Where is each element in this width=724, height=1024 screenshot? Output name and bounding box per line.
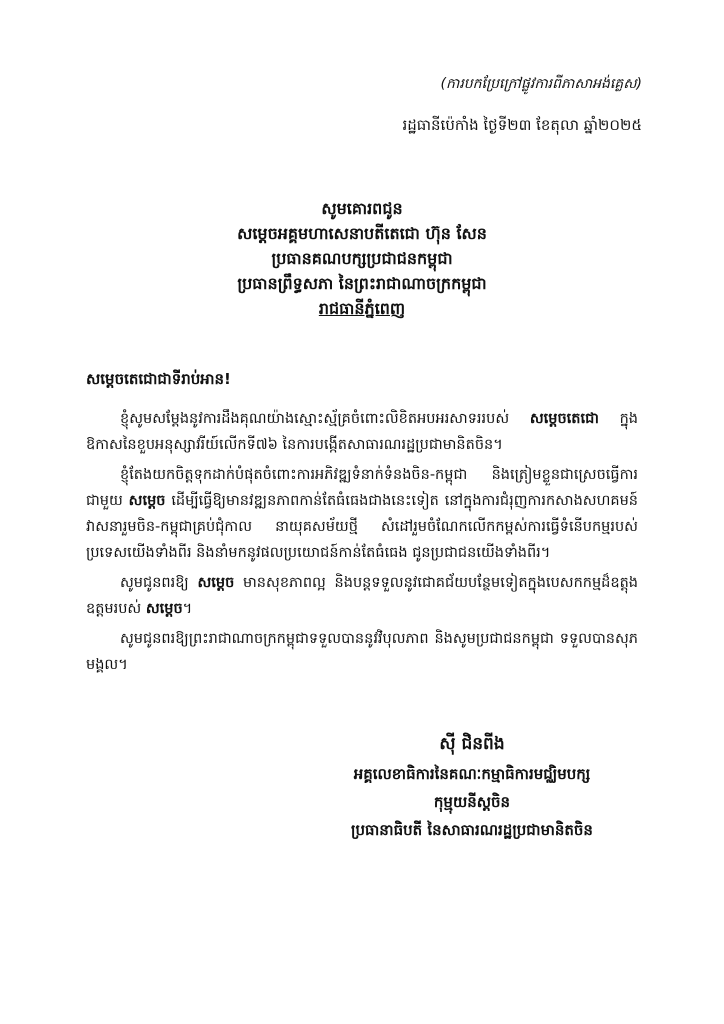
paragraph-3-text-a: សូមជូនពរឱ្យ bbox=[120, 575, 198, 591]
paragraph-3-text-e: ។ bbox=[182, 601, 193, 617]
recipient-line-3: ប្រធានគណបក្សប្រជាជនកម្ពុជា bbox=[271, 249, 453, 268]
paragraph-2 bbox=[86, 462, 638, 566]
translation-note: (ការបកប្រែក្រៅផ្លូវការពីភាសាអង់គ្លេស) bbox=[440, 76, 642, 92]
recipient-line-1: សូមគោរពជូន bbox=[321, 199, 403, 218]
salutation: សម្ដេចតេជោជាទីរាប់អាន! bbox=[86, 370, 231, 388]
letter-body bbox=[86, 406, 638, 682]
recipient-line-4: ប្រធានព្រឹទ្ធសភា នៃព្រះរាជាណាចក្រកម្ពុជា bbox=[237, 274, 487, 293]
recipient-line-2: សម្ដេចអគ្គមហាសេនាបតីតេជោ ហ៊ុន សែន bbox=[237, 224, 487, 243]
paragraph-2-text-a: ខ្ញុំតែងយកចិត្តទុកដាក់បំផុតចំពោះការអភិវឌ្ឍទំនាក់ទំនងចិន-កម្ពុជា និងត្រៀមខ្លួនជាស្រេចធ្វើការជាមួយ bbox=[86, 467, 638, 509]
paragraph-1-text-c: ក្នុងឱកាសនៃខួបអនុស្សាវរីយ៍លើកទី៧៦ នៃការបង្កើតសាធារណរដ្ឋប្រជាមានិតចិន។ bbox=[86, 411, 638, 453]
recipient-line-5: រាជធានីភ្នំពេញ bbox=[318, 299, 406, 318]
paragraph-2-text-c: ដើម្បីធ្វើឱ្យមានវឌ្ឍនភាពកាន់តែធំធេងជាងនេះទៀត នៅក្នុងការជំរុញការកសាងសហគមន៍វាសនារួមចិន-កម្ពុជាគ្រប់ជុំកាល នាយុគសម័យថ្មី សំដៅរួមចំណែកលើកកម្ពស់ការធ្វើទំនើបកម្មរបស់ប្រទេសយើងទាំងពីរ និងនាំមកនូវផលប្រយោជន៍កាន់តែធំធេង ជូនប្រជាជនយើងទាំងពីរ។ bbox=[86, 493, 638, 561]
paragraph-1-text-a: ខ្ញុំសូមសម្ដែងនូវការដឹងគុណយ៉ាងស្មោះស្ម័គ្រចំពោះលិខិតអបអរសាទររបស់ bbox=[120, 411, 530, 427]
paragraph-3-emphasis-1: សម្ដេច bbox=[197, 575, 235, 591]
paragraph-1-emphasis: សម្ដេចតេជោ bbox=[529, 411, 599, 427]
paragraph-2-emphasis: សម្ដេច bbox=[128, 493, 166, 509]
signatory-title-2: កុម្មុយនីស្តចិន bbox=[433, 793, 511, 811]
signature-block bbox=[312, 730, 632, 844]
paragraph-3-emphasis-2: សម្ដេច bbox=[145, 601, 183, 617]
paragraph-4: សូមជូនពរឱ្យព្រះរាជាណាចក្រកម្ពុជាទទួលបាននូវវិបុលភាព និងសូមប្រជាជនកម្ពុជា ទទួលបានសុភមង្គល។ bbox=[86, 631, 638, 673]
paragraph-3 bbox=[86, 570, 638, 622]
signatory-title-3: ប្រធានាធិបតី នៃសាធារណរដ្ឋប្រជាមានិតចិន bbox=[351, 821, 593, 839]
signatory-name: ស៊ី ជិនពីង bbox=[439, 734, 505, 754]
paragraph-1 bbox=[86, 406, 638, 458]
dateline: រដ្ឋធានីប៉េកាំង ថ្ងៃទី២៣ ខែតុលា ឆ្នាំ២០២៥ bbox=[402, 116, 642, 134]
recipient-block bbox=[0, 196, 724, 321]
signatory-title-1: អគ្គលេខាធិការនៃគណៈកម្មាធិការមជ្ឈិមបក្ស bbox=[353, 765, 591, 783]
paragraph-3-text-c: មានសុខភាពល្អ និងបន្តទទួលនូវជោគជ័យបន្ថែមទៀតក្នុងបេសកកម្មដ៏ឧត្ដុងឧត្ដមរបស់ bbox=[86, 575, 639, 617]
